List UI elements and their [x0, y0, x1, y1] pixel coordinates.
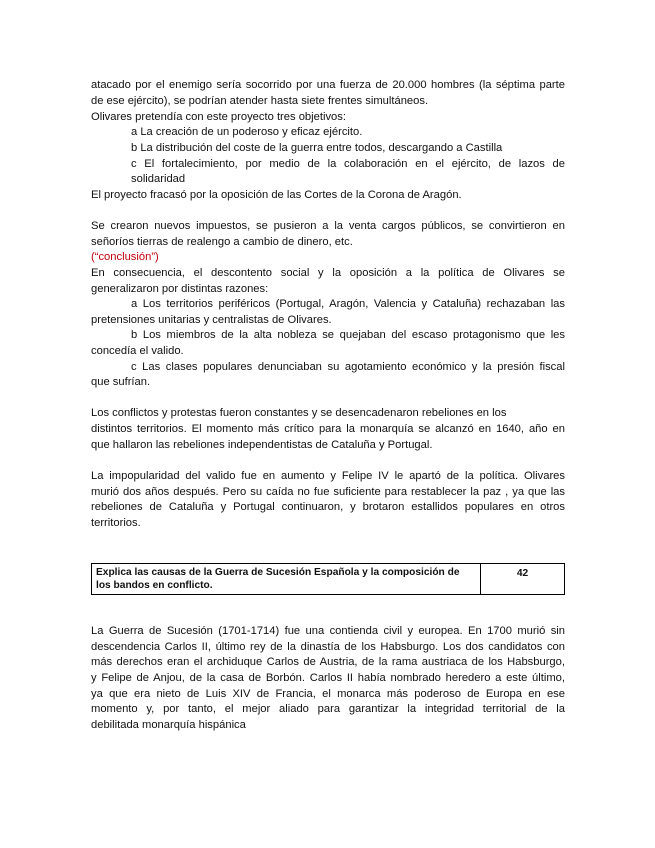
text-line: distintos territorios. El momento más crítico para la monarquía se alcanzó en 1640, año en — [91, 423, 565, 435]
text-line: Los conflictos y protestas fueron constantes y se desencadenaron rebeliones en los — [91, 407, 507, 419]
text-line: debilitada monarquía hispánica — [91, 719, 246, 731]
list-item-b: b Los miembros de la alta nobleza se quejaban del escaso protagonismo que les — [131, 329, 565, 341]
text-line: La impopularidad del valido fue en aumento y Felipe IV le apartó de la política. Olivares — [91, 470, 565, 482]
question-line-1: Explica las causas de la Guerra de Sucesión Española y la composición de — [96, 567, 460, 578]
text-line: En consecuencia, el descontento social y la oposición a la política de Olivares se — [91, 267, 565, 279]
text-line: ya que era nieto de Luis XIV de Francia, el monarca más poderoso de Europa en ese — [91, 688, 565, 700]
text-line: concedía el valido. — [91, 345, 184, 357]
list-item-c-cont: solidaridad — [131, 173, 186, 185]
text-line: La Guerra de Sucesión (1701-1714) fue una contienda civil y europea. En 1700 murió sin — [91, 625, 565, 637]
text-line: que sufrían. — [91, 376, 151, 388]
list-item-c: c Las clases populares denunciaban su agotamiento económico y la presión fiscal — [131, 361, 565, 373]
text-line: El proyecto fracasó por la oposición de las Cortes de la Corona de Aragón. — [91, 189, 462, 201]
text-line: territorios. — [91, 517, 141, 529]
text-line: de ese ejército), se podrían atender hasta siete frentes simultáneos. — [91, 95, 429, 107]
text-line: rebeliones de Cataluña y Portugal continuaron, y brotaron estallidos populares en otros — [91, 501, 565, 513]
list-item-c: c El fortalecimiento, por medio de la colaboración en el ejército, de lazos de — [131, 158, 565, 170]
list-item-a: a Los territorios periféricos (Portugal, Aragón, Valencia y Cataluña) rechazaban las — [131, 298, 565, 310]
text-line: Olivares pretendía con este proyecto tres objetivos: — [91, 111, 346, 123]
text-line: generalizaron por distintas razones: — [91, 283, 269, 295]
text-line: murió dos años después. Pero su caída no fue suficiente para restablecer la paz , ya que las — [91, 486, 565, 498]
question-text — [92, 564, 481, 594]
list-item-a: a La creación de un poderoso y eficaz ejército. — [131, 126, 363, 138]
text-line: descendencia Carlos II, último rey de la dinastía de los Habsburgo. Los dos candidatos con — [91, 641, 565, 653]
list-item-b: b La distribución del coste de la guerra entre todos, descargando a Castilla — [131, 142, 503, 154]
question-line-2: los bandos en conflicto. — [96, 579, 213, 591]
question-number: 42 — [516, 568, 529, 579]
text-line: Se crearon nuevos impuestos, se pusieron a la venta cargos públicos, se convirtieron en — [91, 220, 565, 232]
text-line: más derechos eran el archiduque Carlos de Austria, de la rama austriaca de los Habsburgo, — [91, 656, 565, 668]
text-line: señoríos tierras de realengo a cambio de dinero, etc. — [91, 236, 353, 248]
text-line: atacado por el enemigo sería socorrido por una fuerza de 20.000 hombres (la séptima parte — [91, 79, 565, 91]
text-line: y Felipe de Anjou, de la casa de Borbón. Carlos II había nombrado heredero a este último, — [91, 672, 565, 684]
text-line: momento y, por tanto, el mejor aliado para garantizar la integridad territorial de la — [91, 703, 565, 715]
text-line: que hallaron las rebeliones independentistas de Cataluña y Portugal. — [91, 439, 433, 451]
conclusion-label: (“conclusión”) — [91, 251, 159, 263]
text-line: pretensiones unitarias y centralistas de Olivares. — [91, 314, 332, 326]
question-box — [91, 563, 565, 595]
